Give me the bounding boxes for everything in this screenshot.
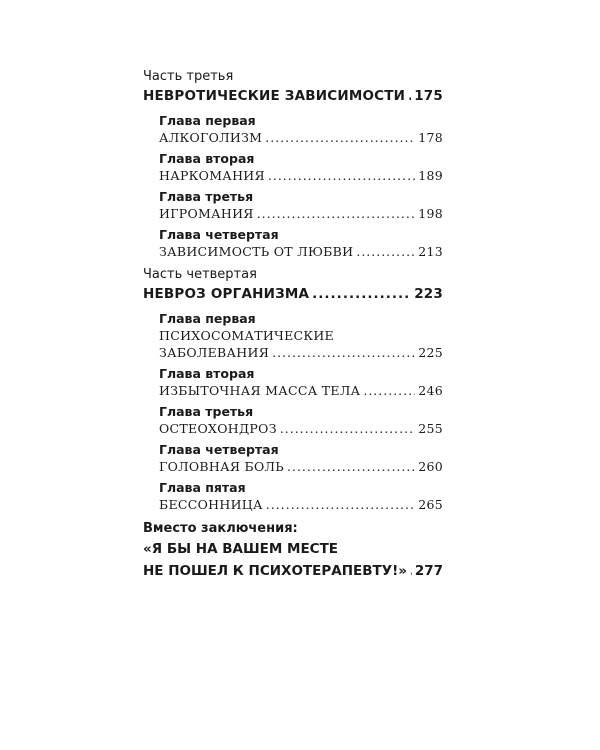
page-number: 175 — [414, 88, 443, 104]
chapter-entry[interactable] — [143, 150, 443, 184]
chapter-entry[interactable] — [143, 188, 443, 222]
part-label: Часть четвертая — [143, 267, 257, 282]
dot-leader — [408, 86, 411, 106]
chapter-entry[interactable] — [143, 310, 443, 361]
dot-leader — [272, 344, 415, 361]
page-number: 277 — [414, 563, 443, 579]
chapter-label: Глава первая — [159, 311, 256, 326]
chapter-title: ГОЛОВНАЯ БОЛЬ — [159, 459, 285, 474]
page-number: 198 — [418, 206, 443, 221]
chapter-entry[interactable] — [143, 226, 443, 260]
conclusion-label: Вместо заключения: — [143, 521, 298, 536]
dot-leader — [363, 382, 415, 399]
page-number: 225 — [418, 345, 443, 360]
chapter-title: ОСТЕОХОНДРОЗ — [159, 421, 277, 436]
page-number: 223 — [414, 286, 443, 302]
chapter-title: НАРКОМАНИЯ — [159, 168, 265, 183]
chapter-label: Глава вторая — [159, 151, 255, 166]
conclusion-entry[interactable] — [143, 519, 443, 582]
chapter-label: Глава вторая — [159, 366, 255, 381]
dot-leader — [265, 129, 415, 146]
chapter-label: Глава четвертая — [159, 227, 279, 242]
page-number: 255 — [418, 421, 443, 436]
table-of-contents — [143, 68, 443, 582]
part-label: Часть третья — [143, 69, 234, 84]
dot-leader — [410, 560, 412, 582]
conclusion-title-line1: «Я БЫ НА ВАШЕМ МЕСТЕ — [143, 541, 339, 557]
dot-leader — [287, 458, 415, 475]
chapter-title: ИЗБЫТОЧНАЯ МАССА ТЕЛА — [159, 383, 361, 398]
part-4 — [143, 266, 443, 513]
chapter-title: БЕССОННИЦА — [159, 497, 263, 512]
dot-leader — [312, 284, 411, 304]
chapter-title: ЗАБОЛЕВАНИЯ — [159, 345, 270, 360]
dot-leader — [266, 496, 415, 513]
page-number: 260 — [418, 459, 443, 474]
page-number: 189 — [418, 168, 443, 183]
chapter-label: Глава первая — [159, 113, 256, 128]
part-title: НЕВРОЗ ОРГАНИЗМА — [143, 286, 310, 302]
dot-leader — [268, 167, 415, 184]
chapter-entry[interactable] — [143, 403, 443, 437]
page-number: 246 — [418, 383, 443, 398]
chapter-title-line1: ПСИХОСОМАТИЧЕСКИЕ — [159, 328, 334, 343]
chapter-label: Глава пятая — [159, 480, 246, 495]
chapter-entry[interactable] — [143, 479, 443, 513]
dot-leader — [356, 243, 415, 260]
dot-leader — [257, 205, 416, 222]
page-number: 178 — [418, 130, 443, 145]
part-title-entry[interactable] — [143, 284, 443, 304]
chapter-label: Глава третья — [159, 189, 254, 204]
chapter-entry[interactable] — [143, 365, 443, 399]
part-title: НЕВРОТИЧЕСКИЕ ЗАВИСИМОСТИ — [143, 88, 406, 104]
chapter-label: Глава четвертая — [159, 442, 279, 457]
chapter-entry[interactable] — [143, 112, 443, 146]
chapter-title: АЛКОГОЛИЗМ — [159, 130, 263, 145]
chapter-label: Глава третья — [159, 404, 254, 419]
dot-leader — [280, 420, 415, 437]
chapter-title: ИГРОМАНИЯ — [159, 206, 254, 221]
part-3 — [143, 68, 443, 260]
chapter-title: ЗАВИСИМОСТЬ ОТ ЛЮБВИ — [159, 244, 354, 259]
conclusion-title-line2: НЕ ПОШЕЛ К ПСИХОТЕРАПЕВТУ!» — [143, 563, 408, 579]
chapter-entry[interactable] — [143, 441, 443, 475]
page-number: 265 — [418, 497, 443, 512]
page-number: 213 — [418, 244, 443, 259]
part-title-entry[interactable] — [143, 86, 443, 106]
